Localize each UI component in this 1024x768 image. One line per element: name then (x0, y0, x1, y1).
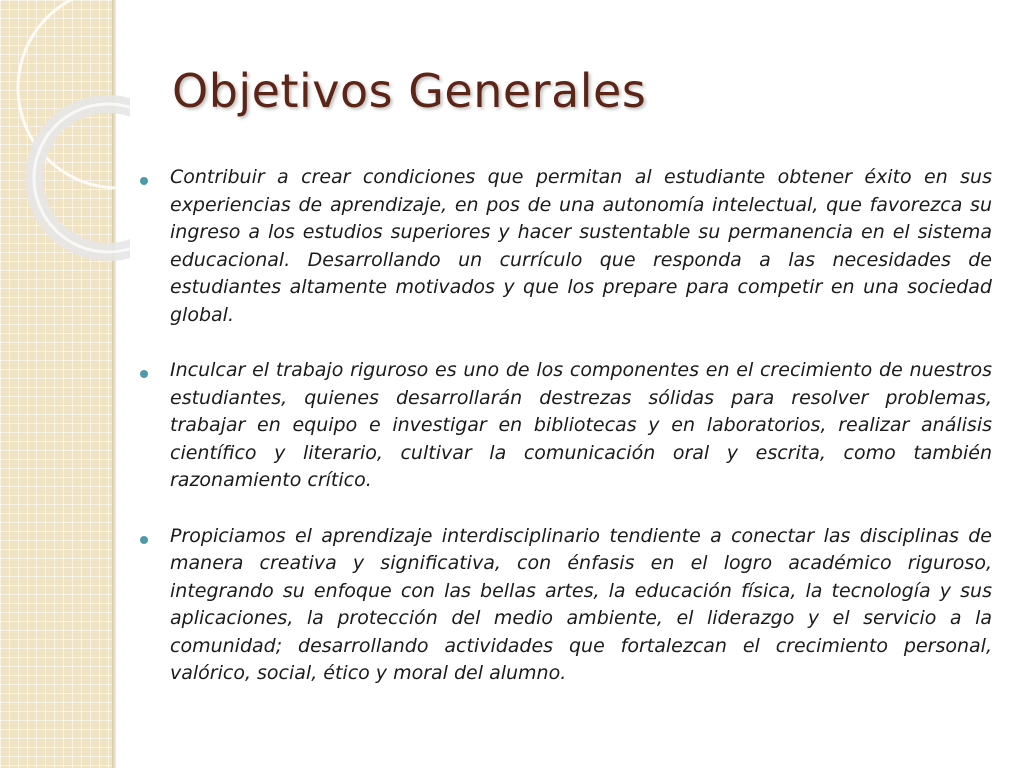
bullet-list (140, 164, 992, 716)
bullet-text: Contribuir a crear condiciones que permitan al estudiante obtener éxito en sus experiencias de aprendizaje, en pos de una autonomía intelectual, que favorezca su ingreso a los estudios superiores y hacer sustentable su permanencia en el sistema educacional. Desarrollando un currículo que responda a las necesidades de estudiantes altamente motivados y que los prepare para competir en una sociedad global. (170, 166, 992, 326)
bullet-item (140, 523, 992, 688)
bullet-text: Inculcar el trabajo riguroso es uno de los componentes en el crecimiento de nuestros estudiantes, quienes desarrollarán destrezas sólidas para resolver problemas, trabajar en equipo e investigar en bibliotecas y en laboratorios, realizar análisis científico y literario, cultivar la comunicación oral y escrita, como también razonamiento crítico. (170, 359, 992, 491)
bullet-marker-icon (140, 536, 148, 544)
slide-title: Objetivos Generales (172, 64, 647, 118)
bullet-item (140, 357, 992, 495)
bullet-text: Propiciamos el aprendizaje interdisciplinario tendiente a conectar las disciplinas de manera creativa y significativa, con énfasis en el logro académico riguroso, integrando su enfoque con las bellas artes, la educación física, la tecnología y sus aplicaciones, la protección del medio ambiente, el liderazgo y el servicio a la comunidad; desarrollando actividades que fortalezcan el crecimiento personal, valórico, social, ético y moral del alumno. (170, 524, 992, 684)
bullet-marker-icon (140, 177, 148, 185)
decorative-circles (0, 0, 130, 280)
bullet-marker-icon (140, 370, 148, 378)
decorative-ring (34, 104, 130, 252)
bullet-item (140, 164, 992, 329)
